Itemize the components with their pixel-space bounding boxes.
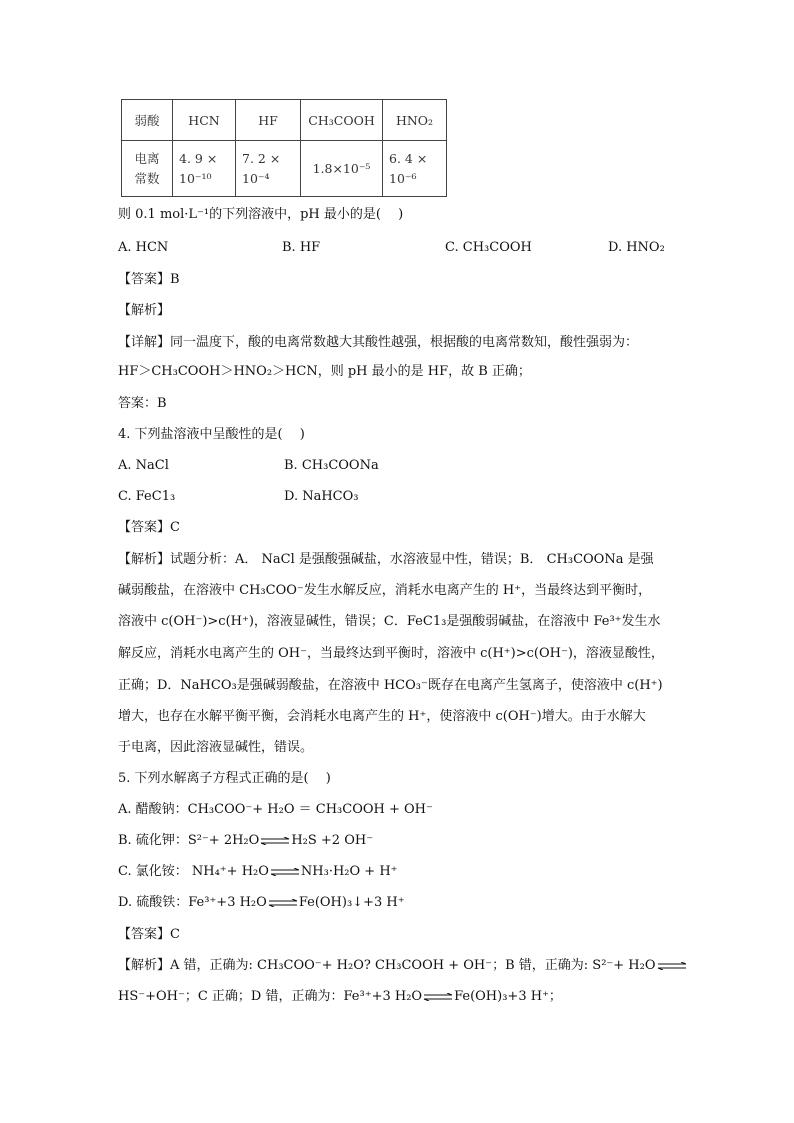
table-cell [173, 141, 236, 197]
equation-left: C. 氯化铵： NH₄⁺+ H₂O [118, 864, 269, 879]
answer: 【答案】C [118, 927, 180, 942]
equation-right: NH₃·H₂O + H⁺ [300, 864, 398, 879]
cell-value: 4. 9 × 10⁻¹⁰ [179, 150, 218, 186]
table-header-row [122, 100, 447, 141]
analysis-text: 增大，也存在水解平衡平衡，会消耗水电离产生的 H⁺，使溶液中 c(OH⁻)增大。由于水解大 [118, 709, 646, 724]
equilibrium-arrow-icon [260, 837, 290, 845]
equilibrium-arrow-icon [423, 993, 453, 1001]
analysis-segment: Fe(OH)₃+3 H⁺； [454, 989, 562, 1004]
equation-left: B. 硫化钾：S²⁻+ 2H₂O [118, 833, 260, 848]
analysis-segment: HS⁻+OH⁻；C 正确；D 错，正确为：Fe³⁺+3 H₂O [118, 989, 423, 1004]
ionization-constant-table [121, 99, 447, 197]
table-cell [236, 141, 301, 197]
analysis-text: 答案：B [118, 396, 167, 411]
analysis-text: 正确；D．NaHCO₃是强碱弱酸盐，在溶液中 HCO₃⁻既存在电离产生氢离子，使溶液中 c(H⁺) [118, 678, 663, 693]
table-header-cell: 弱酸 [122, 100, 173, 141]
equation-right: Fe(OH)₃↓+3 H⁺ [298, 895, 405, 910]
option: D. HNO₂ [608, 240, 665, 255]
table-header-cell: HF [236, 100, 301, 141]
row-label: 电离常数 [134, 150, 160, 186]
question-stem: 4. 下列盐溶液中呈酸性的是( ) [118, 427, 305, 442]
option [118, 832, 373, 850]
table-cell [301, 141, 383, 197]
table-row [122, 141, 447, 197]
table-header-cell: HCN [173, 100, 236, 141]
analysis-title: 【解析】 [118, 303, 171, 318]
option [118, 894, 405, 912]
equilibrium-arrow-icon [270, 868, 300, 876]
table-cell [383, 141, 447, 197]
option: C. FeC1₃ [118, 489, 176, 504]
table-header-cell: CH₃COOH [301, 100, 383, 141]
answer: 【答案】C [118, 520, 180, 535]
question-stem: 则 0.1 mol·L⁻¹的下列溶液中，pH 最小的是( ) [118, 207, 404, 222]
analysis-text: 溶液中 c(OH⁻)>c(H⁺)，溶液显碱性，错误；C．FeC1₃是强酸弱碱盐，在溶液中 Fe³⁺发生水 [118, 614, 661, 629]
analysis-text [118, 988, 562, 1006]
analysis-text [118, 957, 688, 975]
analysis-text: 解反应，消耗水电离产生的 OH⁻，当最终达到平衡时，溶液中 c(H⁺)>c(OH⁻)，溶液显酸性， [118, 646, 664, 661]
row-label-cell [122, 141, 173, 197]
option: B. HF [282, 240, 321, 255]
option: A. NaCl [118, 458, 169, 473]
equation-right: H₂S +2 OH⁻ [291, 833, 374, 848]
option [118, 863, 398, 881]
analysis-text: 【详解】同一温度下，酸的电离常数越大其酸性越强，根据酸的电离常数知，酸性强弱为： [118, 335, 639, 350]
cell-value: 6. 4 × 10⁻⁶ [389, 150, 428, 186]
analysis-text: HF＞CH₃COOH＞HNO₂＞HCN，则 pH 最小的是 HF，故 B 正确； [118, 364, 531, 379]
option: C. CH₃COOH [445, 240, 532, 255]
cell-value: 1.8×10⁻⁵ [312, 161, 371, 176]
option: A. HCN [118, 240, 169, 255]
question-stem: 5. 下列水解离子方程式正确的是( ) [118, 771, 331, 786]
option: B. CH₃COONa [284, 458, 379, 473]
analysis-text: 【解析】试题分析：A． NaCl 是强酸强碱盐，水溶液显中性，错误；B． CH₃COONa 是强 [118, 552, 654, 567]
table-header-cell: HNO₂ [383, 100, 447, 141]
equation-left: D. 硫酸铁：Fe³⁺+3 H₂O [118, 895, 267, 910]
option: D. NaHCO₃ [284, 489, 359, 504]
analysis-text: 碱弱酸盐，在溶液中 CH₃COO⁻发生水解反应，消耗水电离产生的 H⁺，当最终达到平衡时， [118, 583, 652, 598]
cell-value: 7. 2 × 10⁻⁴ [242, 150, 281, 186]
option: A. 醋酸钠：CH₃COO⁻+ H₂O ＝ CH₃COOH + OH⁻ [118, 802, 433, 817]
answer: 【答案】B [118, 272, 180, 287]
equilibrium-arrow-icon [268, 899, 298, 907]
analysis-segment: 【解析】A 错，正确为: CH₃COO⁻+ H₂O? CH₃COOH + OH⁻；B 错，正确为: S²⁻+ H₂O [118, 958, 656, 973]
analysis-text: 于电离，因此溶液显碱性，错误。 [118, 740, 314, 755]
equilibrium-arrow-icon [657, 962, 687, 970]
